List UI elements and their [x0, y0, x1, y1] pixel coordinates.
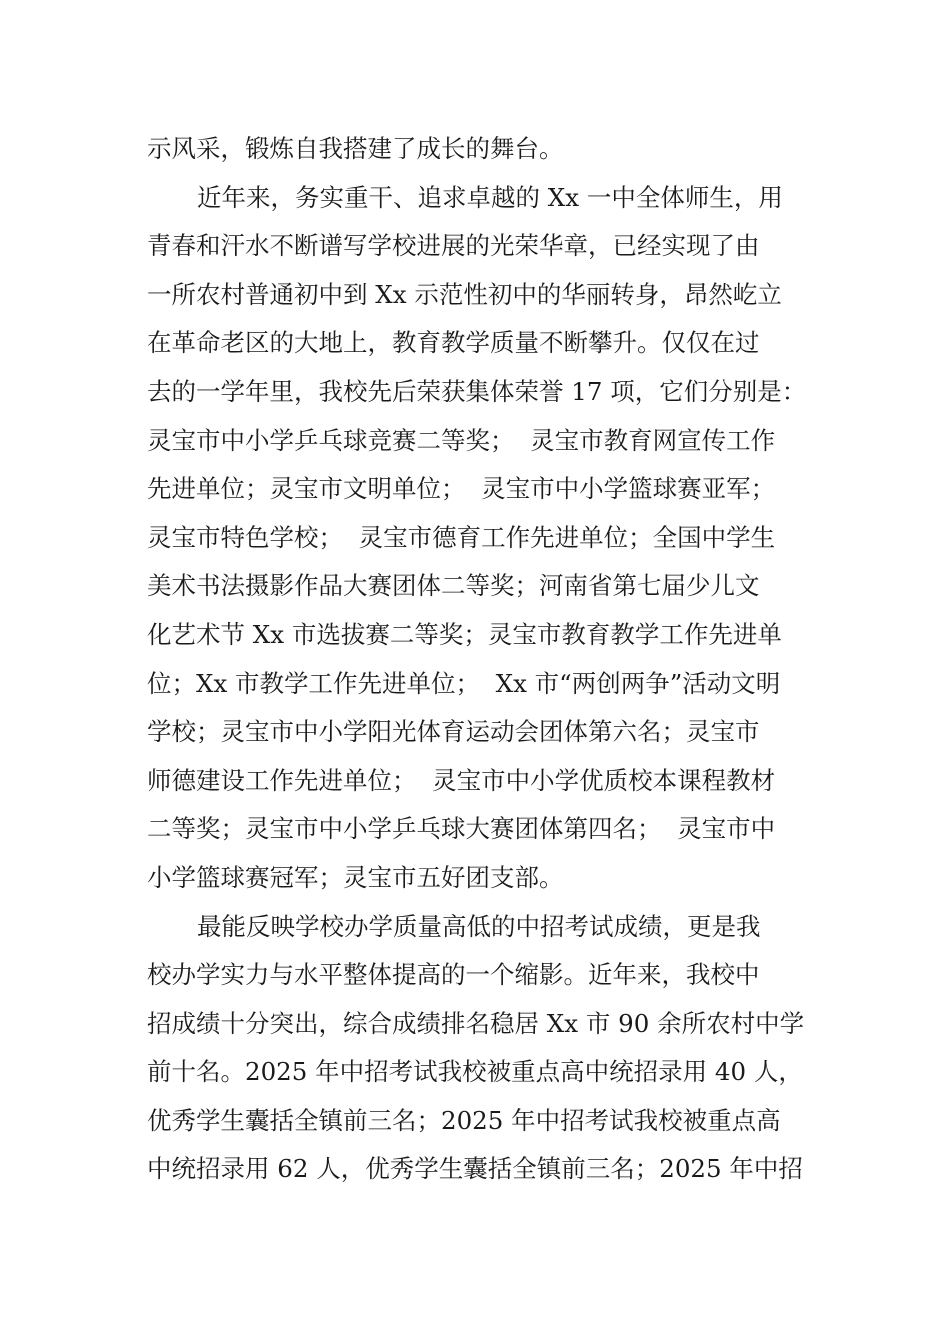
- text-line: 优秀学生囊括全镇前三名；2025 年中招考试我校被重点高: [147, 1105, 781, 1135]
- text-line: 美术书法摄影作品大赛团体二等奖；河南省第七届少儿文: [147, 571, 760, 601]
- text-line: 先进单位；灵宝市文明单位； 灵宝市中小学篮球赛亚军；: [147, 474, 776, 504]
- text-line: 灵宝市中小学乒乓球竞赛二等奖； 灵宝市教育网宣传工作: [147, 425, 776, 455]
- text-line: 二等奖；灵宝市中小学乒乓球大赛团体第四名； 灵宝市中: [147, 814, 776, 844]
- paragraph-first-line: 近年来，务实重干、追求卓越的 Xx 一中全体师生，用: [197, 182, 783, 212]
- text-line: 灵宝市特色学校； 灵宝市德育工作先进单位；全国中学生: [147, 522, 776, 552]
- text-line: 位；Xx 市教学工作先进单位； Xx 市“两创两争”活动文明: [147, 668, 781, 698]
- text-line: 前十名。2025 年中招考试我校被重点高中统招录用 40 人，: [147, 1057, 803, 1087]
- text-line: 化艺术节 Xx 市选拔赛二等奖；灵宝市教育教学工作先进单: [147, 619, 782, 649]
- text-line: 在革命老区的大地上，教育教学质量不断攀升。仅仅在过: [147, 328, 760, 358]
- paragraph-first-line: 最能反映学校办学质量高低的中招考试成绩，更是我: [197, 911, 761, 941]
- text-line: 小学篮球赛冠军；灵宝市五好团支部。: [147, 862, 564, 892]
- text-line: 一所农村普通初中到 Xx 示范性初中的华丽转身，昂然屹立: [147, 279, 782, 309]
- text-line: 师德建设工作先进单位； 灵宝市中小学优质校本课程教材: [147, 765, 776, 795]
- text-line: 去的一学年里，我校先后荣获集体荣誉 17 项，它们分别是：: [147, 376, 807, 406]
- text-line: 招成绩十分突出，综合成绩排名稳居 Xx 市 90 余所农村中学: [147, 1008, 805, 1038]
- text-line: 校办学实力与水平整体提高的一个缩影。近年来，我校中: [147, 960, 760, 990]
- text-line: 青春和汗水不断谱写学校进展的光荣华章，已经实现了由: [147, 231, 760, 261]
- text-line: 示风采，锻炼自我搭建了成长的舞台。: [147, 134, 564, 163]
- text-line: 中统招录用 62 人，优秀学生囊括全镇前三名；2025 年中招: [147, 1154, 803, 1184]
- text-line: 学校；灵宝市中小学阳光体育运动会团体第六名；灵宝市: [147, 717, 760, 747]
- body-text: [147, 125, 817, 1194]
